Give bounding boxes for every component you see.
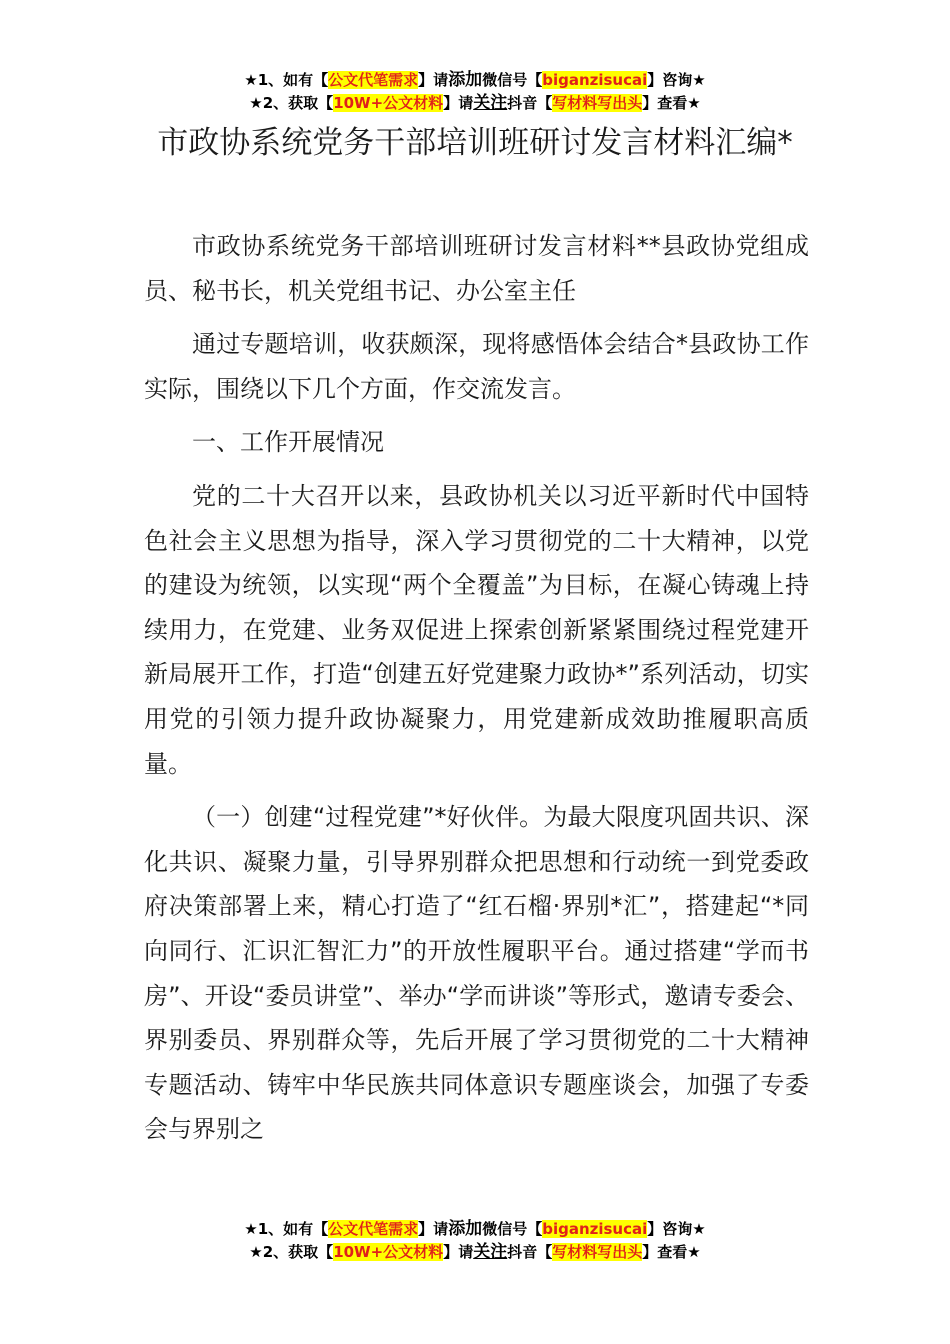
promo-highlight: 10W+公文材料 bbox=[333, 1243, 444, 1261]
promo-text: 】请 bbox=[418, 71, 449, 89]
promo-text: ★2、获取【 bbox=[249, 1243, 334, 1261]
promo-emphasis: 添加 bbox=[448, 70, 483, 90]
promo-text: 微信号【 bbox=[482, 1220, 543, 1238]
promo-line-1 bbox=[0, 1218, 950, 1241]
promo-text: 】请 bbox=[418, 1220, 449, 1238]
paragraph-overview: 党的二十大召开以来，县政协机关以习近平新时代中国特色社会主义思想为指导，深入学习贯彻党的二十大精神，以党的建设为统领，以实现“两个全覆盖”为目标，在凝心铸魂上持续用力，在党建、业务双促进上探索创新紧紧围绕过程党建开新局展开工作，打造“创建五好党建聚力政协*”系列活动，切实用党的引领力提升政协凝聚力，用党建新成效助推履职高质量。 bbox=[144, 481, 809, 778]
promo-header bbox=[0, 69, 950, 115]
promo-line-2 bbox=[0, 1241, 950, 1264]
promo-text: ★1、如有【 bbox=[244, 71, 329, 89]
promo-line-2 bbox=[0, 92, 950, 115]
paragraph-subsection-1: （一）创建“过程党建”*好伙伴。为最大限度巩固共识、深化共识、凝聚力量，引导界别群众把思想和行动统一到党委政府决策部署上来，精心打造了“红石榴·界别*汇”，搭建起“*同向同行、汇识汇智汇力”的开放性履职平台。通过搭建“学而书房”、开设“委员讲堂”、举办“学而讲谈”等形式，邀请专委会、界别委员、界别群众等，先后开展了学习贯彻党的二十大精神专题活动、铸牢中华民族共同体意识专题座谈会，加强了专委会与界别之 bbox=[144, 803, 809, 1144]
paragraph-intro: 通过专题培训，收获颇深，现将感悟体会结合*县政协工作实际，围绕以下几个方面，作交流发言。 bbox=[144, 330, 809, 403]
promo-text: 抖音【 bbox=[507, 94, 553, 112]
document-title: 市政协系统党务干部培训班研讨发言材料汇编* bbox=[157, 125, 793, 161]
promo-text: 】咨询★ bbox=[647, 1220, 706, 1238]
promo-text: 】请 bbox=[443, 94, 474, 112]
promo-highlight: 公文代笔需求 bbox=[328, 71, 419, 89]
douyin-account-highlight: 写材料写出头 bbox=[552, 1243, 643, 1261]
douyin-account-highlight: 写材料写出头 bbox=[552, 94, 643, 112]
wechat-id-highlight: biganzisucai bbox=[542, 71, 648, 89]
document-body bbox=[144, 224, 809, 1161]
promo-line-1 bbox=[0, 69, 950, 92]
promo-text: ★2、获取【 bbox=[249, 94, 334, 112]
paragraph-author: 市政协系统党务干部培训班研讨发言材料**县政协党组成员、秘书长，机关党组书记、办公室主任 bbox=[144, 232, 809, 305]
promo-emphasis: 关注 bbox=[473, 93, 508, 113]
promo-highlight: 10W+公文材料 bbox=[333, 94, 444, 112]
promo-text: ★1、如有【 bbox=[244, 1220, 329, 1238]
promo-text: 】咨询★ bbox=[647, 71, 706, 89]
promo-text: 微信号【 bbox=[482, 71, 543, 89]
promo-emphasis: 关注 bbox=[473, 1242, 508, 1262]
promo-highlight: 公文代笔需求 bbox=[328, 1220, 419, 1238]
promo-footer bbox=[0, 1218, 950, 1264]
section-heading: 一、工作开展情况 bbox=[192, 428, 384, 457]
promo-text: 】查看★ bbox=[642, 94, 701, 112]
promo-text: 】请 bbox=[443, 1243, 474, 1261]
wechat-id-highlight: biganzisucai bbox=[542, 1220, 648, 1238]
promo-text: 】查看★ bbox=[642, 1243, 701, 1261]
promo-emphasis: 添加 bbox=[448, 1219, 483, 1239]
promo-text: 抖音【 bbox=[507, 1243, 553, 1261]
